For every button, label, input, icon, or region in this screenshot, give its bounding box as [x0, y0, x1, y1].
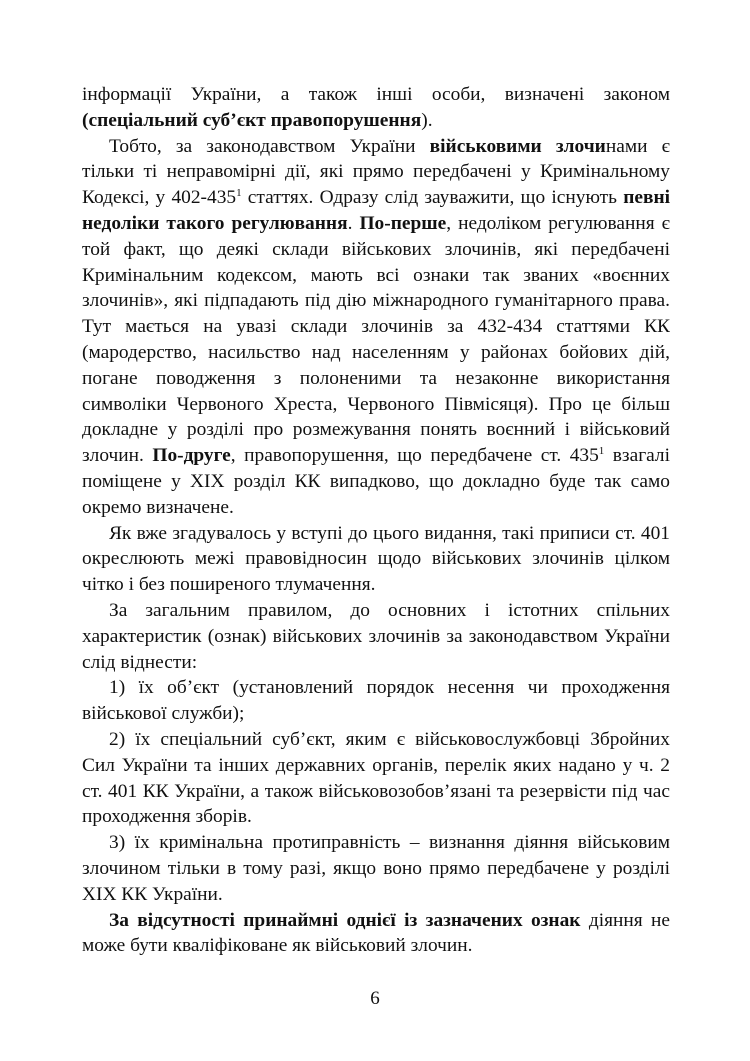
paragraph-2	[82, 134, 670, 521]
paragraph-4	[82, 598, 670, 675]
bold-term: За відсутності принаймні однієї із зазначених ознак	[109, 909, 581, 931]
paragraph-3	[82, 521, 670, 598]
text-run: , правопорушення, що передбачене ст. 435	[230, 445, 599, 467]
text-run: 1) їх об’єкт (установлений порядок несення чи проходження військової служби);	[82, 677, 670, 725]
text-run: статтях. Одразу слід зауважити, що існують	[241, 187, 624, 209]
paragraph-1	[82, 82, 670, 134]
text-run: 3) їх кримінальна протиправність – визнання діяння військовим злочином тільки в тому разі, якщо воно прямо передбачене у розділі XIX КК України.	[82, 832, 670, 905]
page-body	[82, 82, 670, 959]
bold-term: військовими злочи	[429, 135, 606, 157]
text-run: інформації України, а також інші особи, визначені законом	[82, 84, 670, 105]
text-run: За загальним правилом, до основних і істотних спільних характеристик (ознак) військових злочинів за законодавством України слід віднести:	[82, 599, 670, 673]
text-run: Як вже згадувалось у вступі до цього видання, такі приписи ст. 401 окреслюють межі правовідносин щодо військових злочинів цілком чітко і без поширеного тлумачення.	[82, 522, 670, 596]
text-run: нами є тільки ті неправомірні дії, які прямо передбачені у Кримінальному Кодексі, у 402-435	[82, 135, 670, 209]
list-item-3	[82, 830, 670, 907]
superscript: 1	[236, 187, 242, 200]
list-item-2	[82, 727, 670, 830]
text-run: .	[347, 212, 360, 234]
text-run: 2) їх спеціальний суб’єкт, яким є військовослужбовці Збройних Сил України та інших державних органів, перелік яких надано у ч. 2 ст. 401 КК України, а також військовозобов’язані та резервісти під час проходження зборів.	[82, 728, 670, 828]
text-run: , недоліком регулювання є той факт, що деякі склади військових злочинів, які передбачені Кримінальним кодексом, мають всі ознаки так званих «воєнних злочинів», які підпадають під дію міжнародного гуманітарного права. Тут мається на увазі склади злочинів за 432-434 статтями КК (мародерство, насильство над населенням у районах бойових дій, погане поводження з полоненими та незаконне використання символіки Червоного Хреста, Червоного Півмісяця). Про це більш докладне у розділі про розмежування понять воєнний і військовий злочин.	[82, 212, 670, 467]
paragraph-conclusion	[82, 908, 670, 960]
superscript: 1	[598, 445, 605, 458]
text-run: взагалі поміщене у XIX розділ КК випадково, що докладно буде так само окремо визначене.	[82, 445, 670, 518]
text-run: діяння не може бути кваліфіковане як військовий злочин.	[82, 909, 670, 957]
list-item-1	[82, 675, 670, 727]
text-run: Тобто, за законодавством України	[109, 135, 430, 157]
bold-term: По-друге	[152, 445, 231, 467]
bold-term: По-перше	[359, 212, 447, 234]
page-number: 6	[370, 988, 380, 1009]
text-run: ).	[421, 109, 433, 131]
bold-term: певні недоліки такого регулювання	[82, 187, 671, 234]
bold-term: (спеціальний суб’єкт правопорушення	[82, 109, 422, 131]
